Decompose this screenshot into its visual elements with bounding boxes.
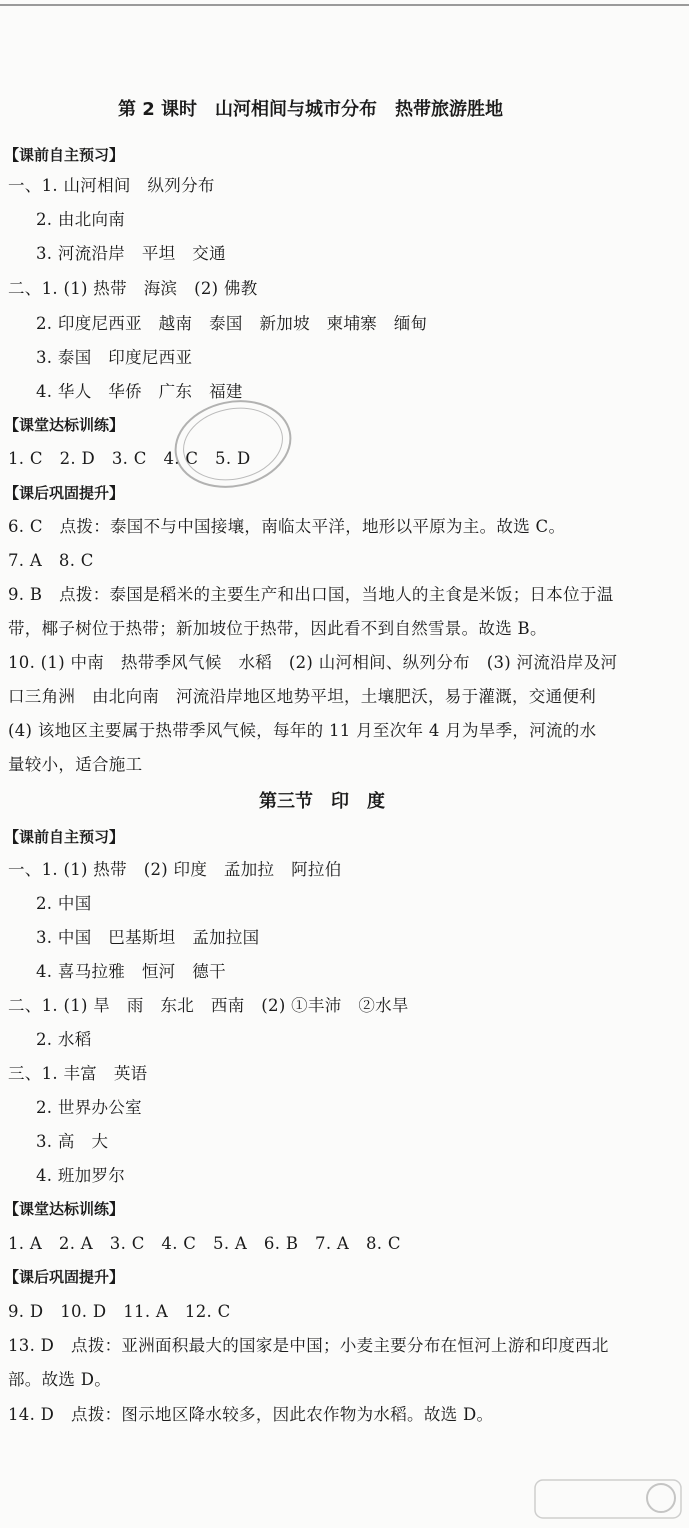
answer-line: 2. 世界办公室 (36, 1098, 142, 1117)
answer-line: 6. C 点拨：泰国不与中国接壤，南临太平洋，地形以平原为主。故选 C。 (8, 517, 566, 536)
section-label-post: 【课后巩固提升】 (4, 484, 125, 502)
section-label-pre: 【课前自主预习】 (4, 146, 125, 164)
section-label-post: 【课后巩固提升】 (4, 1268, 125, 1286)
answer-line: 4. 华人 华侨 广东 福建 (36, 382, 243, 401)
answer-line: 部。故选 D。 (8, 1370, 112, 1389)
section-label-class: 【课堂达标训练】 (4, 1200, 125, 1218)
answer-line: 2. 印度尼西亚 越南 泰国 新加坡 柬埔寨 缅甸 (36, 314, 428, 333)
answer-line: 1. C 2. D 3. C 4. C 5. D (8, 449, 251, 468)
section-label-class: 【课堂达标训练】 (4, 416, 125, 434)
answer-line: (4) 该地区主要属于热带季风气候，每年的 11 月至次年 4 月为旱季，河流的水 (8, 721, 597, 740)
answer-line: 二、1. (1) 热带 海滨 (2) 佛教 (8, 279, 258, 298)
section-title: 第三节 印 度 (259, 791, 385, 812)
answer-line: 13. D 点拨：亚洲面积最大的国家是中国；小麦主要分布在恒河上游和印度西北 (8, 1336, 609, 1355)
answer-line: 一、1. (1) 热带 (2) 印度 孟加拉 阿拉伯 (8, 860, 342, 879)
answer-line: 3. 中国 巴基斯坦 孟加拉国 (36, 928, 260, 947)
answer-line: 三、1. 丰富 英语 (8, 1064, 148, 1083)
answer-line: 2. 水稻 (36, 1030, 92, 1049)
answer-line: 一、1. 山河相间 纵列分布 (8, 176, 215, 195)
answer-line: 4. 喜马拉雅 恒河 德干 (36, 962, 226, 981)
answer-line: 量较小，适合施工 (8, 755, 143, 774)
answer-line: 2. 由北向南 (36, 210, 126, 229)
answer-line: 9. B 点拨：泰国是稻米的主要生产和出口国，当地人的主食是米饭；日本位于温 (8, 585, 614, 604)
lesson-title: 第 2 课时 山河相间与城市分布 热带旅游胜地 (118, 99, 504, 120)
answer-line: 带，椰子树位于热带；新加坡位于热带，因此看不到自然雪景。故选 B。 (8, 619, 547, 638)
answer-line: 1. A 2. A 3. C 4. C 5. A 6. B 7. A 8. C (8, 1234, 401, 1253)
answer-line: 4. 班加罗尔 (36, 1166, 126, 1185)
answer-line: 二、1. (1) 旱 雨 东北 西南 (2) ①丰沛 ②水旱 (8, 996, 409, 1015)
watermark-logo-icon (533, 1474, 683, 1522)
answer-line: 3. 泰国 印度尼西亚 (36, 348, 193, 367)
answer-line: 口三角洲 由北向南 河流沿岸地区地势平坦，土壤肥沃，易于灌溉，交通便利 (8, 687, 596, 706)
answer-line: 3. 高 大 (36, 1132, 109, 1151)
section-label-pre: 【课前自主预习】 (4, 828, 125, 846)
answer-line: 9. D 10. D 11. A 12. C (8, 1302, 231, 1321)
answer-line: 10. (1) 中南 热带季风气候 水稻 (2) 山河相间、纵列分布 (3) 河流沿岸及河 (8, 653, 618, 672)
answer-line: 2. 中国 (36, 894, 92, 913)
answer-line: 3. 河流沿岸 平坦 交通 (36, 244, 226, 263)
answer-line: 7. A 8. C (8, 551, 94, 570)
answer-line: 14. D 点拨：图示地区降水较多，因此农作物为水稻。故选 D。 (8, 1405, 494, 1424)
